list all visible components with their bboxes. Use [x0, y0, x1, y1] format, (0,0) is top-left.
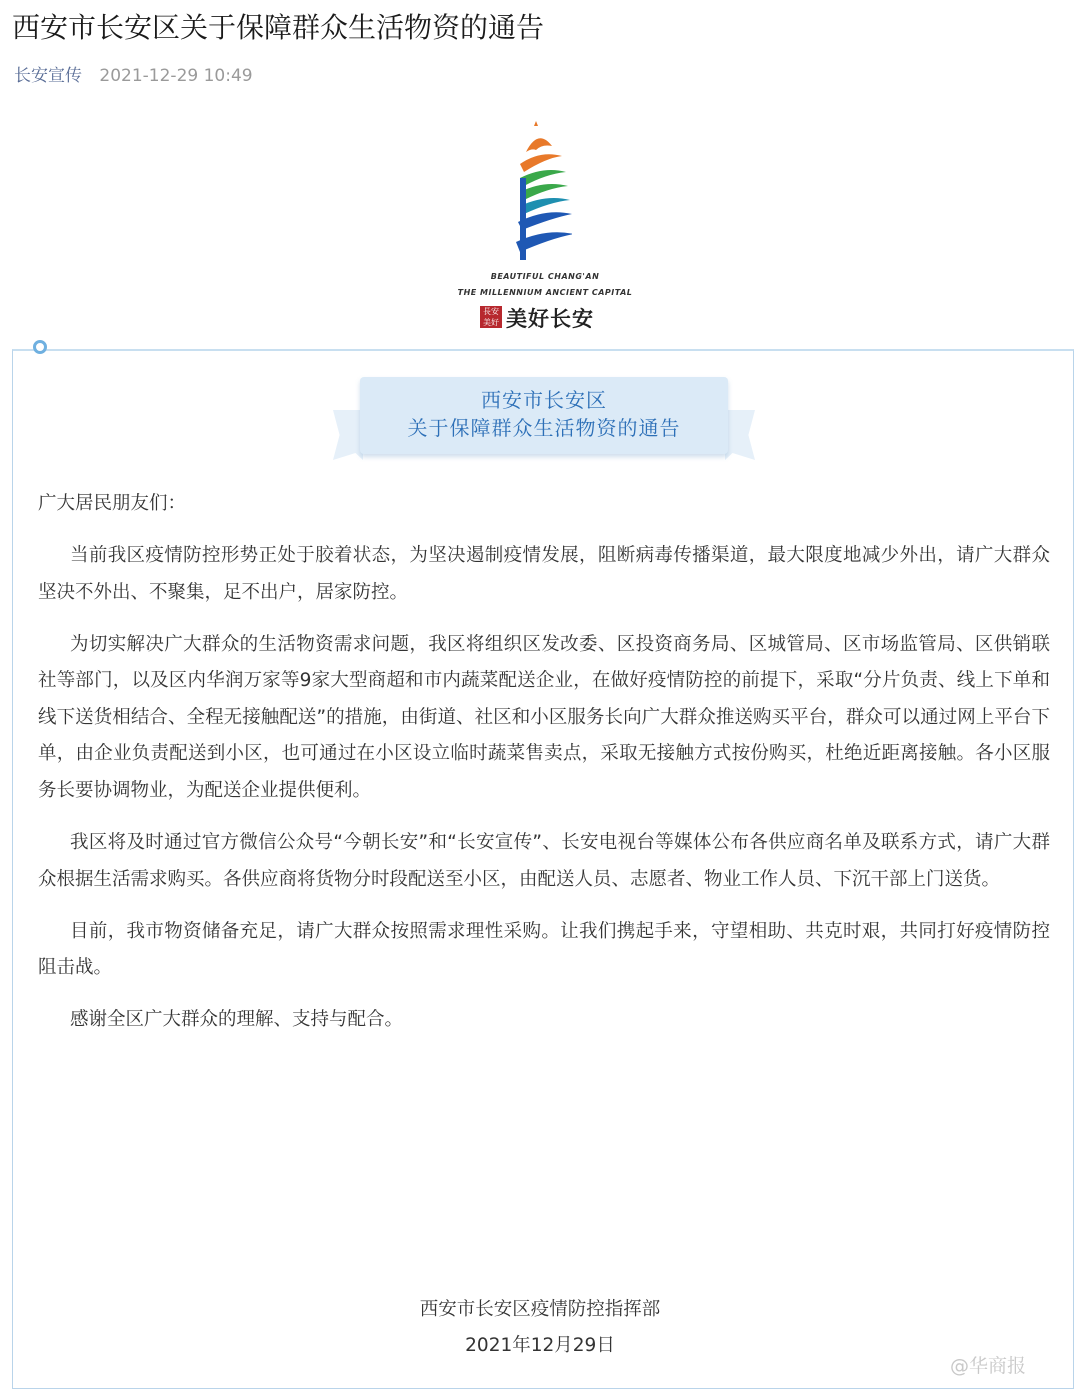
- signature-date: 2021年12月29日: [465, 1335, 615, 1356]
- notice-body: [38, 486, 1050, 1054]
- logo-english-line-1: BEAUTIFUL CHANG'AN: [490, 272, 600, 281]
- greeting: 广大居民朋友们：: [38, 493, 187, 514]
- article-meta: [14, 64, 253, 88]
- logo-chinese-text: 美好长安: [506, 306, 594, 331]
- author-link[interactable]: 长安宣传: [14, 66, 82, 86]
- beautiful-changan-logo: [450, 120, 640, 340]
- article-title: 西安市长安区关于保障群众生活物资的通告: [12, 11, 545, 44]
- signature-organization: 西安市长安区疫情防控指挥部: [419, 1299, 661, 1320]
- weibo-watermark: @华商报: [950, 1355, 1027, 1377]
- frame-ring-icon: [33, 340, 47, 354]
- notice-banner: [360, 377, 728, 454]
- notice-paragraph: 我区将及时通过官方微信公众号“今朝长安”和“长安宣传”、长安电视台等媒体公布各供应商名单及联系方式，请广大群众根据生活需求购买。各供应商将货物分时段配送至小区，由配送人员、志愿者、物业工作人员、下沉干部上门送货。: [38, 831, 1050, 890]
- pagoda-logo-icon: [512, 120, 572, 270]
- notice-paragraph: 目前，我市物资储备充足，请广大群众按照需求理性采购。让我们携起手来，守望相助、共克时艰，共同打好疫情防控阻击战。: [38, 920, 1050, 979]
- logo-english-line-2: THE MILLENNIUM ANCIENT CAPITAL: [457, 288, 633, 297]
- notice-paragraph: 感谢全区广大群众的理解、支持与配合。: [70, 1009, 404, 1031]
- red-seal-icon: 長安 美好: [480, 306, 502, 328]
- banner-line-2: 关于保障群众生活物资的通告: [407, 416, 681, 440]
- notice-paragraph: 为切实解决广大群众的生活物资需求问题，我区将组织区发改委、区投资商务局、区城管局、区市场监管局、区供销联社等部门，以及区内华润万家等9家大型商超和市内蔬菜配送企业，在做好疫情防控的前提下，采取“分片负责、线上下单和线下送货相结合、全程无接触配送”的措施，由街道、社区和小区服务长向广大群众推送购买平台，群众可以通过网上平台下单，由企业负责配送到小区，也可通过在小区设立临时蔬菜售卖点，采取无接触方式按份购买，杜绝近距离接触。各小区服务长要协调物业，为配送企业提供便利。: [38, 633, 1050, 801]
- notice-paragraph: 当前我区疫情防控形势正处于胶着状态，为坚决遏制疫情发展，阻断病毒传播渠道，最大限度地减少外出，请广大群众坚决不外出、不聚集，足不出户，居家防控。: [38, 544, 1050, 603]
- publish-time: 2021-12-29 10:49: [99, 66, 253, 86]
- banner-line-1: 西安市长安区: [481, 388, 607, 412]
